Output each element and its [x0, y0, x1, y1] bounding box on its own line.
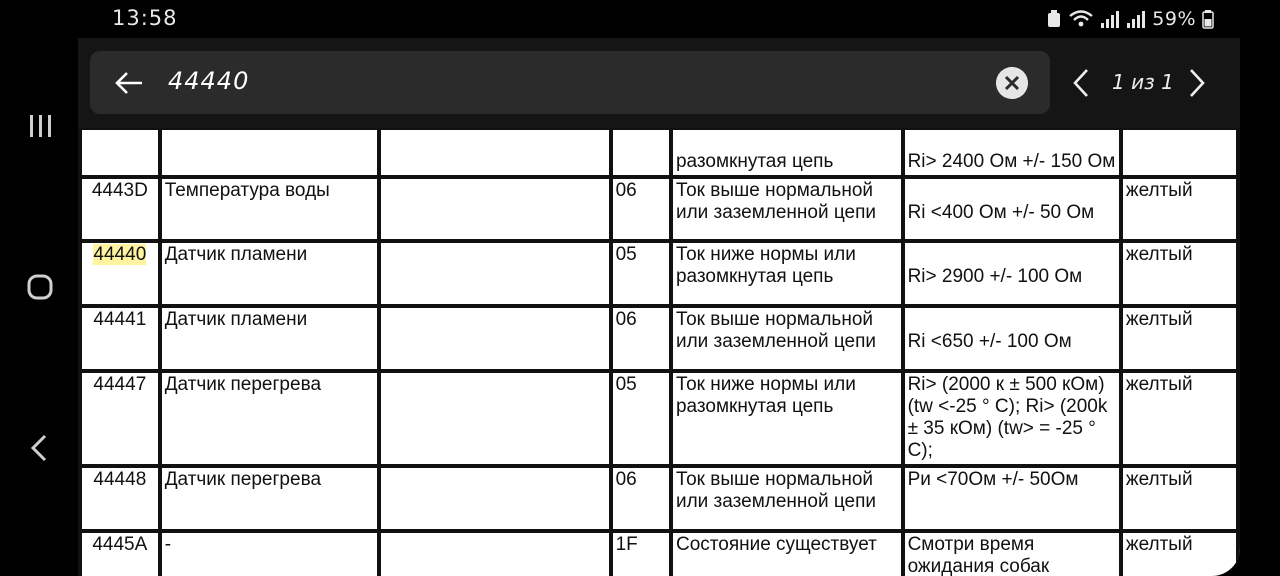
cell-num	[611, 241, 671, 306]
cell-value	[903, 128, 1121, 177]
cell-name	[160, 177, 379, 241]
status-bar	[78, 0, 1240, 38]
cell-blank	[379, 371, 611, 466]
cell-blank	[379, 177, 611, 241]
cell-text: Ri> 2400 Ом +/- 150 Ом	[907, 151, 1116, 172]
cell-code	[80, 241, 160, 306]
cell-color	[1121, 241, 1238, 306]
cell-text: желтый	[1125, 244, 1193, 265]
screen-edge	[1240, 0, 1280, 576]
cell-text: 06	[615, 180, 637, 201]
cell-state	[671, 306, 903, 371]
clear-search-icon[interactable]	[996, 67, 1028, 99]
cell-blank	[379, 241, 611, 306]
cell-text: Ток выше нормальной или заземленной цепи	[675, 309, 876, 352]
cell-text: 44440	[93, 244, 147, 265]
match-counter: 1 из 1	[1112, 70, 1174, 94]
cell-text: 06	[615, 309, 637, 330]
cell-num	[611, 128, 671, 177]
cell-text: Ri <650 +/- 100 Ом	[907, 331, 1072, 352]
cell-color	[1121, 128, 1238, 177]
table-row	[80, 371, 1238, 466]
table-row	[80, 241, 1238, 306]
cell-value	[903, 241, 1121, 306]
cell-blank	[379, 466, 611, 531]
cell-text: Смотри время ожидания собак	[907, 534, 1050, 576]
clock: 13:58	[112, 6, 178, 30]
navigation-bar	[0, 0, 78, 576]
next-match-icon[interactable]	[1184, 66, 1210, 100]
cell-text: 1F	[615, 534, 638, 555]
cell-num	[611, 531, 671, 576]
cell-blank	[379, 306, 611, 371]
cell-value	[903, 371, 1121, 466]
recent-apps-icon[interactable]	[22, 108, 58, 144]
table-row	[80, 466, 1238, 531]
search-box[interactable]	[90, 51, 1050, 114]
cell-color	[1121, 371, 1238, 466]
cell-text: Ток ниже нормы или разомкнутая цепь	[675, 374, 856, 417]
cell-text: Ток выше нормальной или заземленной цепи	[675, 469, 876, 512]
cell-text: 44447	[93, 374, 147, 395]
cell-code	[80, 177, 160, 241]
signal-icon	[1126, 9, 1146, 29]
table-row	[80, 306, 1238, 371]
cell-name	[160, 128, 379, 177]
cell-state	[671, 466, 903, 531]
table-body	[80, 128, 1238, 576]
cell-text: Датчик перегрева	[164, 374, 322, 395]
previous-match-icon[interactable]	[1068, 66, 1094, 100]
cell-code	[80, 531, 160, 576]
cell-text: Ri> 2900 +/- 100 Ом	[907, 266, 1083, 287]
cell-text: 44448	[93, 469, 147, 490]
cell-text: -	[164, 534, 172, 555]
home-icon[interactable]	[22, 269, 58, 305]
cell-code	[80, 306, 160, 371]
battery-percentage: 59%	[1152, 8, 1196, 30]
cell-color	[1121, 531, 1238, 576]
cell-text: Температура воды	[164, 180, 330, 201]
error-code-table	[78, 128, 1240, 576]
cell-name	[160, 371, 379, 466]
document-view[interactable]	[78, 128, 1240, 576]
alarm-icon	[1046, 9, 1062, 29]
cell-text: Ri <400 Ом +/- 50 Ом	[907, 202, 1095, 223]
cell-text: разомкнутая цепь	[675, 151, 834, 172]
cell-blank	[379, 531, 611, 576]
cell-state	[671, 531, 903, 576]
battery-icon	[1202, 9, 1214, 29]
cell-color	[1121, 306, 1238, 371]
cell-text: 44441	[93, 309, 147, 330]
cell-text: желтый	[1125, 180, 1193, 201]
status-icons	[1046, 8, 1214, 30]
cell-text: желтый	[1125, 534, 1193, 555]
cell-num	[611, 466, 671, 531]
cell-value	[903, 466, 1121, 531]
cell-text: Ток ниже нормы или разомкнутая цепь	[675, 244, 856, 287]
search-input[interactable]: 44440	[168, 67, 250, 95]
cell-color	[1121, 466, 1238, 531]
cell-code	[80, 466, 160, 531]
cell-color	[1121, 177, 1238, 241]
cell-text: 05	[615, 374, 637, 395]
cell-name	[160, 531, 379, 576]
cell-name	[160, 466, 379, 531]
wifi-icon	[1068, 9, 1094, 29]
back-nav-icon[interactable]	[22, 430, 58, 466]
table-row	[80, 177, 1238, 241]
cell-text: желтый	[1125, 309, 1193, 330]
signal-icon	[1100, 9, 1120, 29]
cell-text: 05	[615, 244, 637, 265]
table-row	[80, 531, 1238, 576]
cell-text: 4445A	[92, 534, 148, 555]
cell-state	[671, 177, 903, 241]
cell-code	[80, 128, 160, 177]
cell-name	[160, 306, 379, 371]
cell-value	[903, 531, 1121, 576]
cell-blank	[379, 128, 611, 177]
cell-state	[671, 128, 903, 177]
cell-text: Датчик перегрева	[164, 469, 322, 490]
cell-text: Состояние существует	[675, 534, 877, 555]
cell-num	[611, 177, 671, 241]
cell-text: Датчик пламени	[164, 244, 308, 265]
cell-num	[611, 371, 671, 466]
cell-code	[80, 371, 160, 466]
cell-text: желтый	[1125, 374, 1193, 395]
back-arrow-icon[interactable]	[112, 66, 146, 100]
cell-state	[671, 371, 903, 466]
cell-name	[160, 241, 379, 306]
cell-num	[611, 306, 671, 371]
cell-text: Ri> (2000 к ± 500 кОм) (tw <-25 ° C); Ri> (200k ± 35 кОм) (tw> = -25 ° C);	[907, 374, 1108, 461]
search-toolbar	[78, 38, 1240, 128]
cell-text: 4443D	[91, 180, 148, 201]
cell-text: 06	[615, 469, 637, 490]
cell-value	[903, 177, 1121, 241]
cell-state	[671, 241, 903, 306]
cell-text: желтый	[1125, 469, 1193, 490]
cell-value	[903, 306, 1121, 371]
cell-text: Ток выше нормальной или заземленной цепи	[675, 180, 876, 223]
cell-text: Ри <70Ом +/- 50Ом	[907, 469, 1079, 490]
table-row	[80, 128, 1238, 177]
cell-text: Датчик пламени	[164, 309, 308, 330]
